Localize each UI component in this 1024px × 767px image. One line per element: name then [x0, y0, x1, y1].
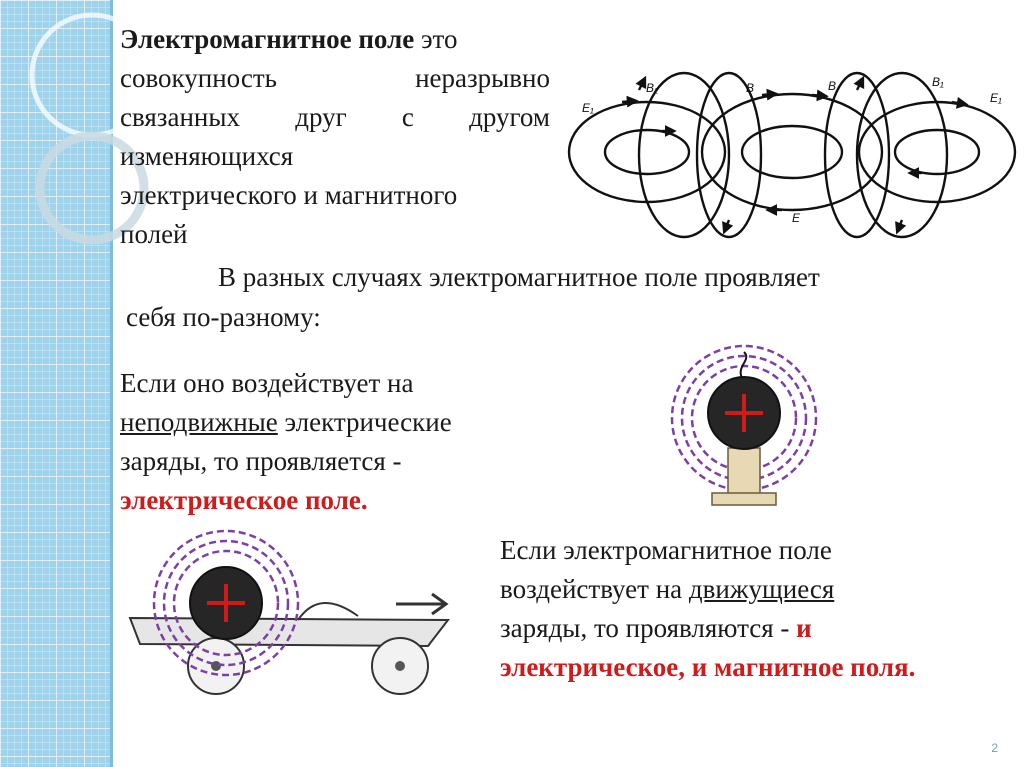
moving-line-2-start: воздействует на: [500, 574, 689, 604]
static-line-2: [120, 403, 550, 442]
definition-line-2: совокупность неразрывно: [120, 63, 550, 93]
e-loop-left-inner: [605, 130, 689, 174]
wheel-hub: [395, 661, 405, 671]
static-line-2-rest: электрические: [277, 407, 452, 437]
intro-line-2: себя по-разному:: [126, 302, 321, 332]
label-b-mid-right: B: [828, 79, 837, 93]
label-b-mid-left: B: [746, 81, 755, 95]
definition-line-1-rest: это: [414, 24, 458, 54]
static-line-1: Если оно воздействует на: [120, 368, 414, 398]
label-b1-left: B₁: [646, 81, 658, 95]
definition-line-4: изменяющихся: [120, 141, 294, 171]
definition-line-6: полей: [120, 219, 188, 249]
field-arrow: [812, 95, 824, 96]
definition-term: Электромагнитное поле: [120, 24, 415, 54]
em-field-diagram: [562, 60, 1022, 240]
definition-block: [120, 20, 550, 254]
field-arrow: [622, 101, 634, 102]
stand-base: [712, 493, 776, 505]
b-loop-right: [857, 73, 947, 237]
underlined-stationary: неподвижные: [120, 407, 278, 437]
stand-post: [728, 448, 760, 496]
static-charge-illustration: [662, 338, 832, 518]
intro-line-1: В разных случаях электромагнитное поле проявляет: [218, 262, 820, 292]
static-charge-text: [120, 364, 550, 520]
field-arrow: [725, 220, 729, 230]
moving-result: электрическое, и магнитное поля.: [500, 652, 916, 682]
definition-line-1: [120, 20, 550, 59]
moving-result-start: и: [796, 613, 812, 643]
label-e1-left: E₁: [582, 101, 594, 115]
motion-arrow-icon: [396, 594, 446, 614]
moving-line-3-start: заряды, то проявляются -: [500, 613, 797, 643]
e-loop-right-inner: [895, 130, 979, 174]
cart-spring: [298, 603, 358, 620]
label-b1-right: B₁: [932, 75, 944, 89]
sidebar-edge: [110, 0, 113, 767]
b-loop-left: [639, 73, 729, 237]
page-number: 2: [991, 741, 998, 755]
definition-line-5: электрического и магнитного: [120, 180, 458, 210]
moving-line-3: [500, 609, 1020, 648]
field-arrow: [762, 94, 774, 95]
moving-charge-text: [500, 531, 1020, 687]
field-arrow: [857, 80, 862, 90]
definition-line-3: связанных друг с другом: [120, 102, 550, 132]
sidebar-grid-panel: [0, 0, 112, 767]
moving-line-2: [500, 570, 1020, 609]
static-line-3: заряды, то проявляется -: [120, 446, 402, 476]
moving-charge-illustration: [128, 528, 458, 700]
label-e-bottom: E: [792, 211, 801, 225]
underlined-moving: движущиеся: [688, 574, 835, 604]
field-arrow: [898, 220, 902, 230]
label-e1-right: E₁: [990, 91, 1002, 105]
moving-line-1: Если электромагнитное поле: [500, 535, 832, 565]
static-result: электрическое поле.: [120, 485, 368, 515]
field-arrow: [639, 80, 644, 90]
